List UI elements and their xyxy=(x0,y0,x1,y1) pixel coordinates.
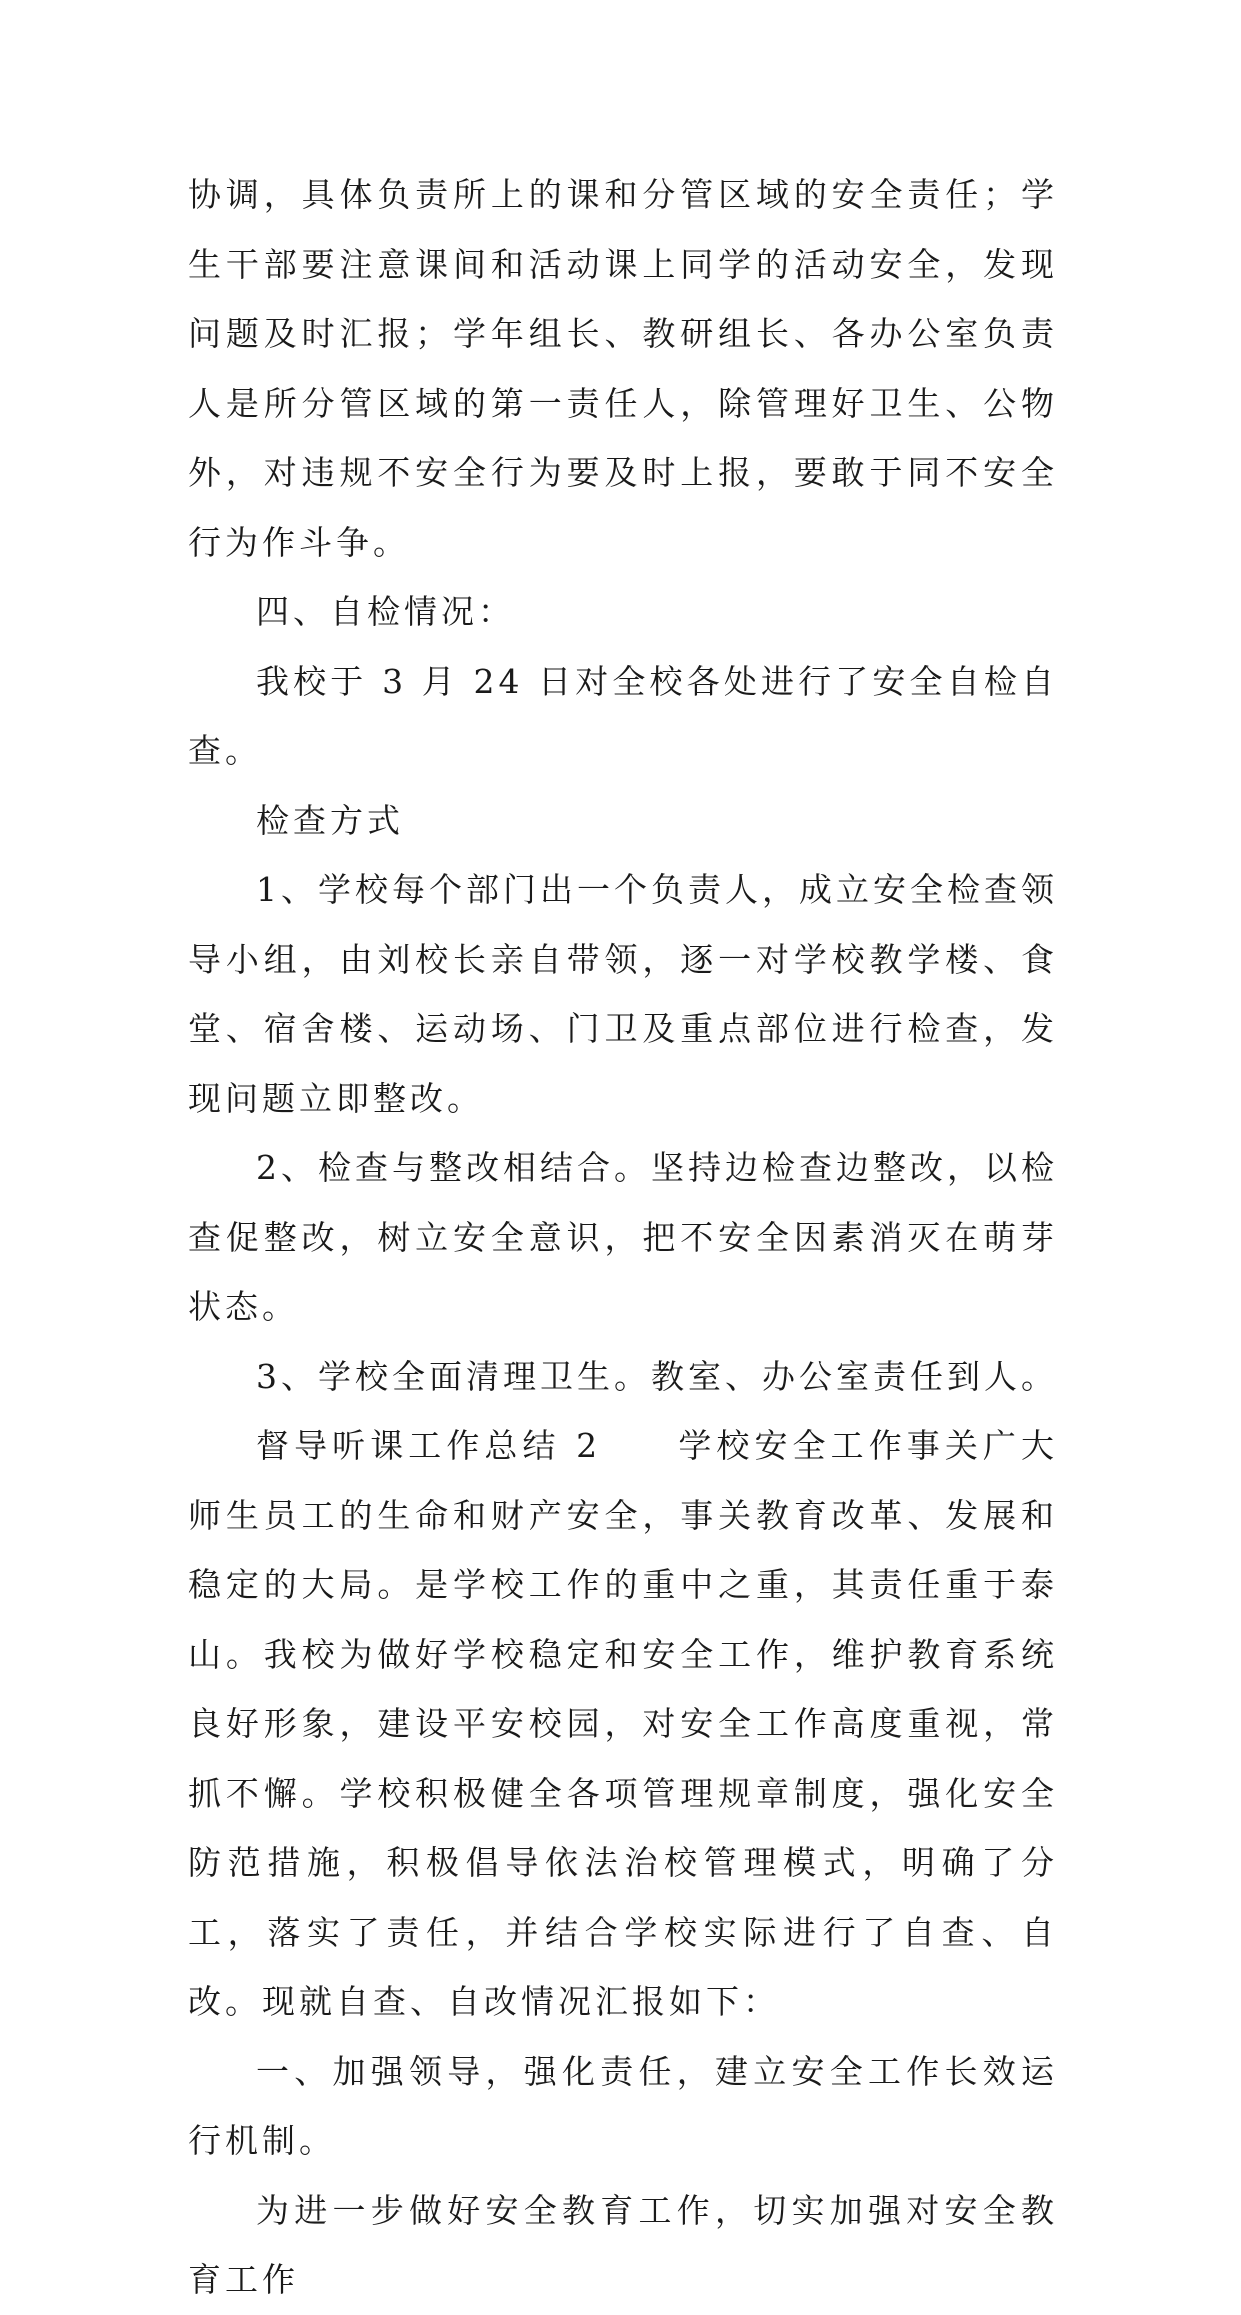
paragraph-safety-responsibility: 协调，具体负责所上的课和分管区域的安全责任；学生干部要注意课间和活动课上同学的活动安全，发现问题及时汇报；学年组长、教研组长、各办公室负责人是所分管区域的第一责任人，除管理好卫生、公物外，对违规不安全行为要及时上报，要敢于同不安全行为作斗争。 xyxy=(188,175,1058,562)
paragraph-further-work: 为进一步做好安全教育工作，切实加强对安全教育工作 xyxy=(188,2190,1058,2299)
heading-self-inspection: 四、自检情况： xyxy=(256,592,515,631)
heading-strengthen-leadership: 一、加强领导，强化责任，建立安全工作长效运行机制。 xyxy=(188,2051,1058,2160)
list-item-1: 1、学校每个部门出一个负责人，成立安全检查领导小组，由刘校长亲自带领，逐一对学校教学楼、食堂、宿舍楼、运动场、门卫及重点部位进行检查，发现问题立即整改。 xyxy=(188,870,1058,1118)
paragraph-inspection-date: 我校于 3 月 24 日对全校各处进行了安全自检自查。 xyxy=(188,661,1058,770)
list-item-3: 3、学校全面清理卫生。教室、办公室责任到人。 xyxy=(256,1356,1058,1396)
paragraph-summary-2: 督导听课工作总结 2 学校安全工作事关广大师生员工的生命和财产安全，事关教育改革、发展和稳定的大局。是学校工作的重中之重，其责任重于泰山。我校为做好学校稳定和安全工作，维护教育系统良好形象，建设平安校园，对安全工作高度重视，常抓不懈。学校积极健全各项管理规章制度，强化安全防范措施，积极倡导依法治校管理模式，明确了分工，落实了责任，并结合学校实际进行了自查、自改。现就自查、自改情况汇报如下： xyxy=(188,1426,1058,2021)
list-item-2: 2、检查与整改相结合。坚持边检查边整改，以检查促整改，树立安全意识，把不安全因素消灭在萌芽状态。 xyxy=(188,1148,1058,1326)
heading-inspection-method: 检查方式 xyxy=(256,800,404,840)
document-body xyxy=(188,160,1058,2315)
